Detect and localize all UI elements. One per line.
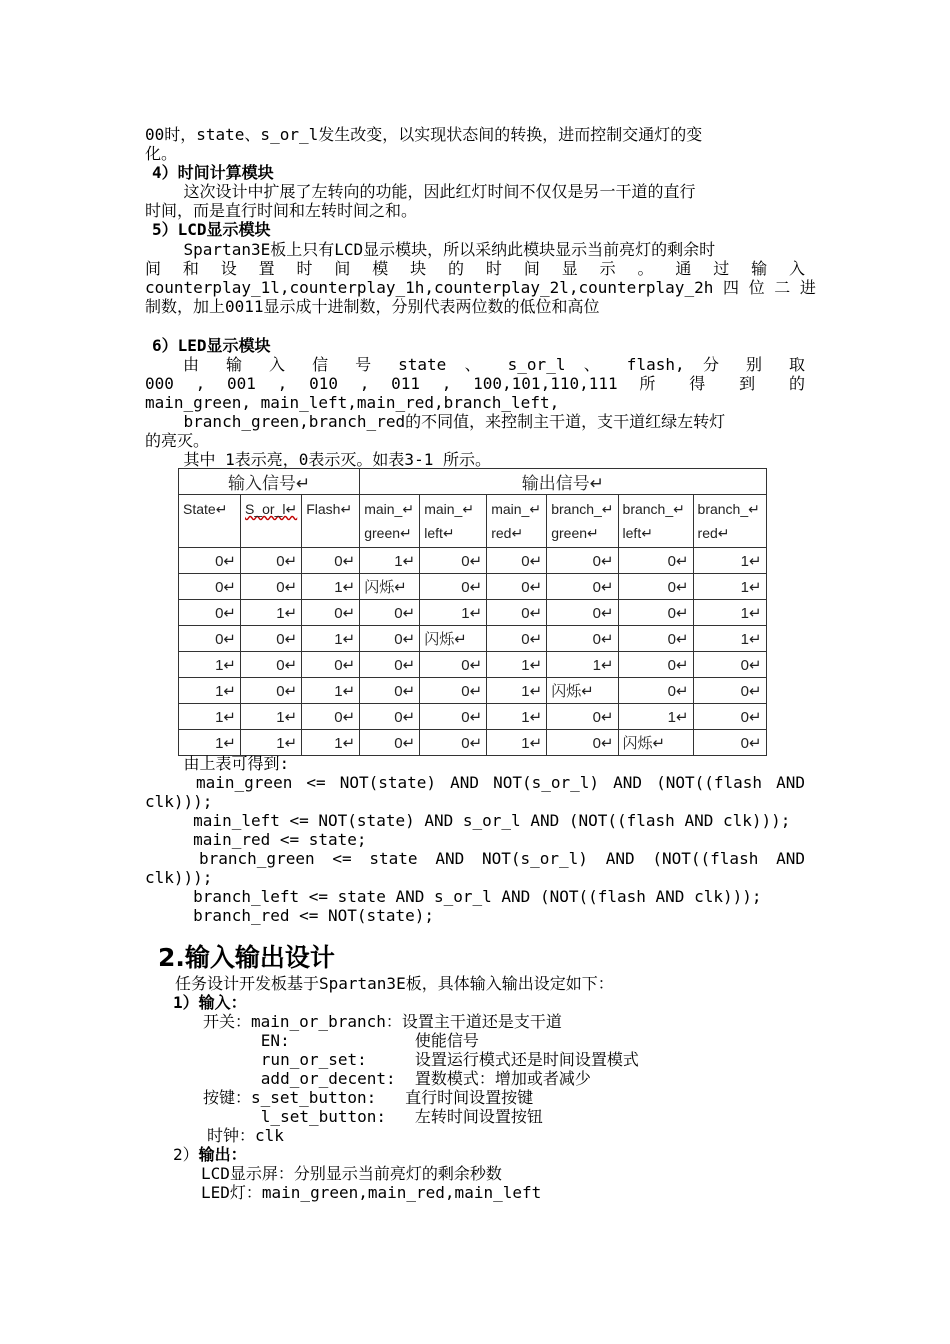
table-cell: 0↵ (420, 574, 487, 600)
table-cell: 闪烁↵ (360, 574, 420, 600)
table-cell: 闪烁↵ (420, 626, 487, 652)
table-cell: 0↵ (302, 600, 360, 626)
table-cell: 0↵ (420, 678, 487, 704)
table-row (179, 600, 767, 626)
paragraph-line: 的亮灭。 (145, 431, 210, 450)
section-title: 2.输入输出设计 (158, 943, 335, 972)
table-cell: 0↵ (241, 548, 302, 574)
table-cell: 0↵ (618, 652, 693, 678)
table-cell: 0↵ (360, 678, 420, 704)
table-cell: 0↵ (241, 652, 302, 678)
table-cell: 0↵ (693, 730, 766, 756)
table-cell: 0↵ (360, 704, 420, 730)
table-cell: 1↵ (302, 678, 360, 704)
table-cell: 1↵ (241, 600, 302, 626)
table-cell: 0↵ (420, 548, 487, 574)
code-line: clk))); (145, 792, 213, 811)
table-cell: 0↵ (487, 600, 547, 626)
paragraph-line: main_green, main_left,main_red,branch_left, (145, 393, 560, 412)
lcd-line: LCD显示屏：分别显示当前亮灯的剩余秒数 (201, 1164, 502, 1183)
table-cell: 1↵ (302, 574, 360, 600)
table-cell: 1↵ (487, 730, 547, 756)
table-cell: 0↵ (360, 730, 420, 756)
table-cell: 0↵ (302, 704, 360, 730)
table-cell: 0↵ (693, 704, 766, 730)
table-cell: 1↵ (302, 730, 360, 756)
table-cell: 0↵ (360, 626, 420, 652)
table-cell: 1↵ (693, 626, 766, 652)
led-line: LED灯：main_green,main_red,main_left (201, 1183, 542, 1202)
paragraph-line: 任务设计开发板基于Spartan3E板，具体输入输出设定如下： (175, 974, 614, 993)
table-cell: 1↵ (302, 626, 360, 652)
table-row (179, 574, 767, 600)
table-cell: 1↵ (618, 704, 693, 730)
table-cell: 0↵ (618, 600, 693, 626)
table-cell: 0↵ (420, 730, 487, 756)
key-line: l_set_button: 左转时间设置按钮 (203, 1107, 543, 1126)
table-row (179, 678, 767, 704)
code-line: branch_left <= state AND s_or_l AND (NOT((flash AND clk))); (145, 887, 762, 906)
table-cell: 0↵ (618, 574, 693, 600)
column-header: main_↵ left↵ (420, 495, 487, 548)
table-cell: 1↵ (241, 704, 302, 730)
truth-table (178, 468, 767, 756)
switch-line: EN: 使能信号 (203, 1031, 479, 1050)
code-line: main_red <= state; (145, 830, 367, 849)
table-row (179, 548, 767, 574)
table-cell: 0↵ (547, 704, 618, 730)
column-header: branch_↵ left↵ (618, 495, 693, 548)
table-cell: 闪烁↵ (618, 730, 693, 756)
table-row (179, 730, 767, 756)
column-header: S_or_l↵ (241, 495, 302, 548)
code-line: clk))); (145, 868, 213, 887)
table-cell: 闪烁↵ (547, 678, 618, 704)
paragraph-line: 制数，加上0011显示成十进制数，分别代表两位数的低位和高位 (145, 297, 600, 316)
table-row (179, 704, 767, 730)
paragraph-line: 化。 (145, 144, 178, 163)
code-line: main_green <= NOT(state) AND NOT(s_or_l) AND (NOT((flash AND (196, 773, 805, 792)
table-column-header-row (179, 495, 767, 548)
table-cell: 0↵ (241, 626, 302, 652)
table-cell: 0↵ (547, 626, 618, 652)
table-row (179, 626, 767, 652)
group-header-input: 输入信号↵ (179, 469, 360, 495)
clock-line: 时钟：clk (207, 1126, 284, 1145)
table-cell: 1↵ (179, 652, 241, 678)
code-line: main_left <= NOT(state) AND s_or_l AND (NOT((flash AND clk))); (145, 811, 791, 830)
table-cell: 0↵ (618, 626, 693, 652)
table-cell: 0↵ (547, 574, 618, 600)
paragraph-line: 00时，state、s_or_l发生改变，以实现状态间的转换，进而控制交通灯的变 (145, 125, 703, 144)
table-cell: 1↵ (360, 548, 420, 574)
table-group-header-row (179, 469, 767, 495)
code-line: branch_red <= NOT(state); (145, 906, 434, 925)
table-cell: 0↵ (693, 652, 766, 678)
table-cell: 0↵ (179, 626, 241, 652)
table-cell: 0↵ (360, 652, 420, 678)
table-cell: 0↵ (360, 600, 420, 626)
column-header: branch_↵ red↵ (693, 495, 766, 548)
table-cell: 1↵ (420, 600, 487, 626)
table-cell: 0↵ (618, 548, 693, 574)
table-cell: 1↵ (179, 704, 241, 730)
paragraph-line: 由 输 入 信 号 state 、 s_or_l 、 flash, 分 别 取 (183, 355, 805, 374)
table-cell: 0↵ (487, 548, 547, 574)
table-cell: 1↵ (179, 678, 241, 704)
group-header-output: 输出信号↵ (360, 469, 766, 495)
table-cell: 0↵ (487, 574, 547, 600)
table-cell: 1↵ (693, 600, 766, 626)
section-heading-led: 6）LED显示模块 (152, 336, 271, 355)
column-header: Flash↵ (302, 495, 360, 548)
paragraph-line: 时间，而是直行时间和左转时间之和。 (145, 201, 418, 220)
paragraph-line: Spartan3E板上只有LCD显示模块，所以采纳此模块显示当前亮灯的剩余时 (145, 240, 716, 259)
table-cell: 1↵ (179, 730, 241, 756)
table-cell: 0↵ (547, 600, 618, 626)
switch-line: 开关：main_or_branch：设置主干道还是支干道 (203, 1012, 562, 1031)
paragraph-line: branch_green,branch_red的不同值，来控制主干道，支干道红绿左转灯 (145, 412, 726, 431)
section-heading-lcd: 5）LCD显示模块 (152, 220, 271, 239)
table-cell: 0↵ (420, 652, 487, 678)
table-cell: 1↵ (487, 704, 547, 730)
paragraph-line: 间 和 设 置 时 间 模 块 的 时 间 显 示 。 通 过 输 入 (145, 259, 805, 278)
table-cell: 1↵ (487, 652, 547, 678)
table-cell: 0↵ (302, 548, 360, 574)
output-heading: 2）输出： (173, 1145, 247, 1164)
table-row (179, 652, 767, 678)
table-cell: 1↵ (693, 548, 766, 574)
table-cell: 0↵ (618, 678, 693, 704)
table-cell: 0↵ (547, 548, 618, 574)
paragraph-line: 这次设计中扩展了左转向的功能，因此红灯时间不仅仅是另一干道的直行 (145, 182, 696, 201)
table-cell: 0↵ (547, 730, 618, 756)
column-header: main_↵ green↵ (360, 495, 420, 548)
table-cell: 0↵ (241, 574, 302, 600)
switch-line: add_or_decent: 置数模式：增加或者减少 (203, 1069, 591, 1088)
table-cell: 1↵ (487, 678, 547, 704)
table-cell: 0↵ (693, 678, 766, 704)
table-cell: 1↵ (547, 652, 618, 678)
table-cell: 0↵ (302, 652, 360, 678)
table-cell: 0↵ (420, 704, 487, 730)
paragraph-line: 其中 1表示亮，0表示灭。如表3-1 所示。 (145, 450, 491, 469)
input-heading: 1）输入： (173, 993, 247, 1012)
key-line: 按键：s_set_button: 直行时间设置按键 (203, 1088, 534, 1107)
column-header: State↵ (179, 495, 241, 548)
table-cell: 0↵ (179, 574, 241, 600)
table-cell: 0↵ (179, 600, 241, 626)
switch-line: run_or_set: 设置运行模式还是时间设置模式 (203, 1050, 639, 1069)
column-header: branch_↵ green↵ (547, 495, 618, 548)
code-line: branch_green <= state AND NOT(s_or_l) AND (NOT((flash AND (199, 849, 805, 868)
section-heading-time: 4）时间计算模块 (152, 163, 274, 182)
table-cell: 0↵ (487, 626, 547, 652)
table-cell: 0↵ (179, 548, 241, 574)
paragraph-line: counterplay_1l,counterplay_1h,counterplay_2l,counterplay_2h 四 位 二 进 (145, 278, 816, 297)
paragraph-line: 000 , 001 , 010 , 011 , 100,101,110,111 所 得 到 的 (145, 374, 805, 393)
paragraph-line: 由上表可得到: (145, 754, 290, 773)
column-header: main_↵ red↵ (487, 495, 547, 548)
table-cell: 1↵ (693, 574, 766, 600)
table-cell: 1↵ (241, 730, 302, 756)
table-cell: 0↵ (241, 678, 302, 704)
